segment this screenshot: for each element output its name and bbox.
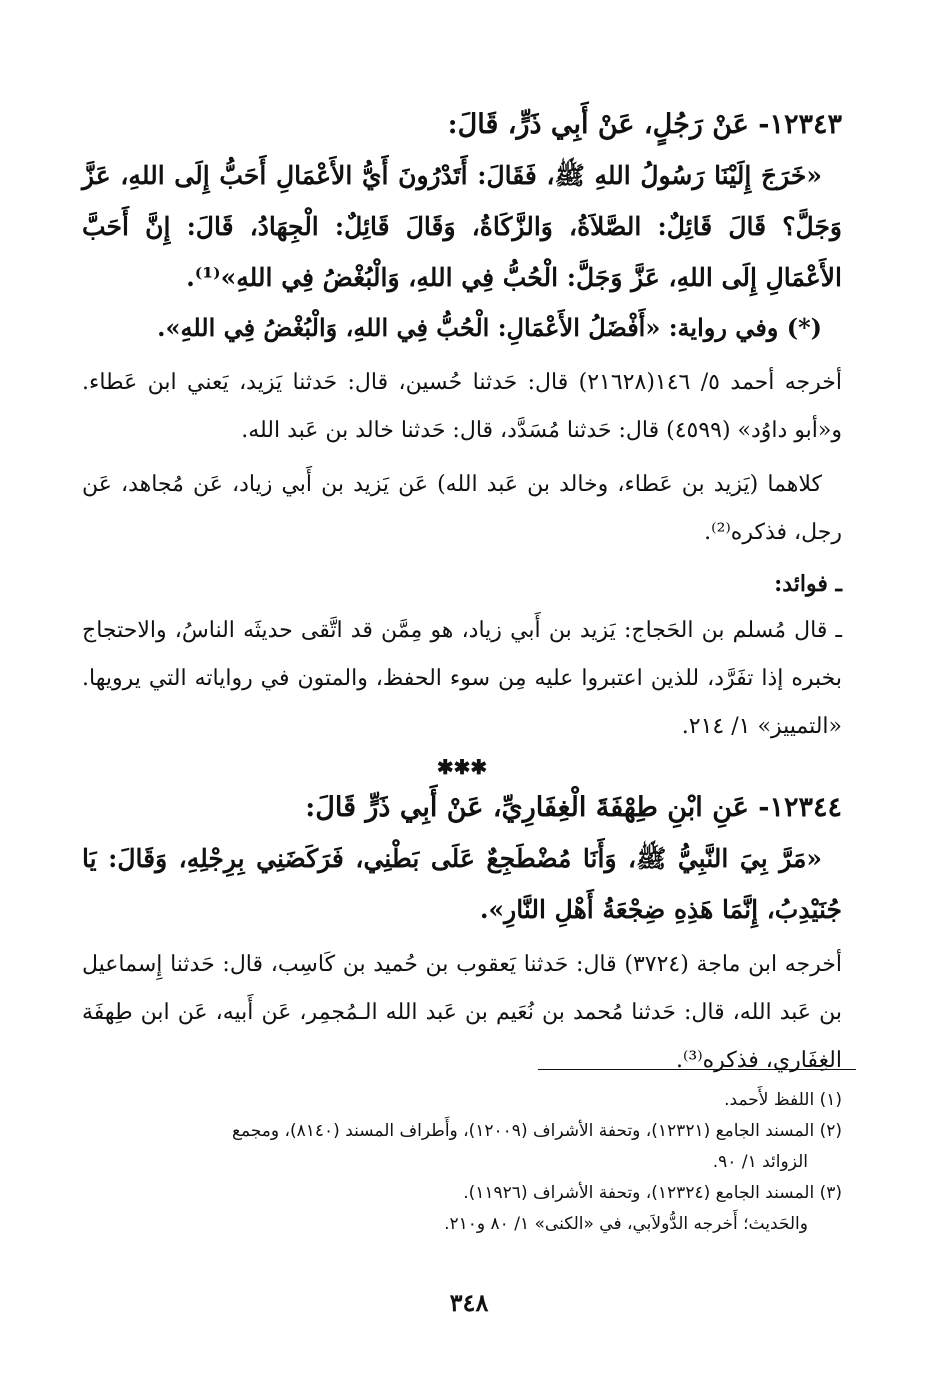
riwaya-text: (*) وفي رواية: «أَفْضَلُ الأَعْمَالِ: الْحُبُّ فِي اللهِ، وَالْبُغْضُ فِي اللهِ». [157,313,822,342]
fawaid-heading: ـ فوائد: [774,571,842,597]
fawaid-text: ـ قال مُسلم بن الحَجاج: يَزيد بن أَبي زياد، هو مِمَّن قد اتَّقى حديثَه الناسُ، والاحتجاج بخبره إذا تفَرَّد، للذين اعتبروا عليه مِن سوء الحفظ، والمتون في رواياته التي يرويها. «التمييز» ١/ ٢١٤. [82,618,842,739]
takhrij-paragraph-3: أخرجه ابن ماجة (٣٧٢٤) قال: حَدثنا يَعقوب بن حُميد بن كَاسِب، قال: حَدثنا إِسماعيل بن عَبد الله، قال: حَدثنا مُحمد بن نُعَيم بن عَبد الله الـمُجمِر، عَن أَبيه، عَن ابن طِهفَة الغِفَاري، فذكره⁽³⁾. [82,952,842,1073]
hadith-heading: ١٢٣٤٣- عَنْ رَجُلٍ، عَنْ أَبِي ذَرٍّ، قَالَ: [447,109,842,140]
footnote-3: (٣) المسند الجامع (١٢٣٢٤)، وتحفة الأشراف (١١٩٢٦). [463,1183,842,1203]
footnote-2-continuation: الزوائد ١/ ٩٠. [712,1152,808,1172]
footnote-divider [538,1069,856,1070]
footnotes [82,1085,842,1240]
section-separator: ✱✱✱ [436,755,488,779]
takhrij-paragraph-2: كلاهما (يَزيد بن عَطاء، وخالد بن عَبد الله) عَن يَزيد بن أَبي زياد، عَن مُجاهد، عَن رجل، فذكره⁽²⁾. [82,472,842,545]
page-number: ٣٤٨ [449,1288,489,1317]
footnote-1: (١) اللفظ لأَحمد. [724,1090,842,1110]
page-body [82,100,842,1085]
footnote-3-continuation: والحَديث؛ أَخرجه الدُّولاَبي، في «الكنى» ١/ ٨٠ و٢١٠. [444,1214,808,1234]
hadith-text-2: «مَرَّ بِيَ النَّبِيُّ ﷺ، وَأَنَا مُضْطَجِعٌ عَلَى بَطْنِي، فَرَكَضَنِي بِرِجْلِهِ، وَقَالَ: يَا جُنَيْدِبُ، إِنَّمَا هَذِهِ ضِجْعَةُ أَهْلِ النَّارِ». [82,844,842,924]
hadith-text: «خَرَجَ إِلَيْنَا رَسُولُ اللهِ ﷺ، فَقَالَ: أَتَدْرُونَ أَيُّ الأَعْمَالِ أَحَبُّ إِلَى اللهِ، عَزَّ وَجَلَّ؟ قَالَ قَائِلٌ: الصَّلاَةُ، وَالزَّكَاةُ، وَقَالَ قَائِلٌ: الْجِهَادُ، قَالَ: إِنَّ أَحَبَّ الأَعْمَالِ إِلَى اللهِ، عَزَّ وَجَلَّ: الْحُبُّ فِي اللهِ، وَالْبُغْضُ فِي اللهِ»⁽¹⁾. [82,161,842,292]
hadith-heading-2: ١٢٣٤٤- عَنِ ابْنِ طِهْفَةَ الْغِفَارِيِّ، عَنْ أَبِي ذَرٍّ قَالَ: [305,792,842,823]
takhrij-paragraph: أخرجه أحمد ٥/ ١٤٦(٢١٦٢٨) قال: حَدثنا حُسين، قال: حَدثنا يَزيد، يَعني ابن عَطاء. و«أبو داوُد» (٤٥٩٩) قال: حَدثنا مُسَدَّد، قال: حَدثنا خالد بن عَبد الله. [82,370,843,443]
footnote-2: (٢) المسند الجامع (١٢٣٢١)، وتحفة الأشراف (١٢٠٠٩)، وأَطراف المسند (٨١٤٠)، ومجمع [231,1121,842,1141]
